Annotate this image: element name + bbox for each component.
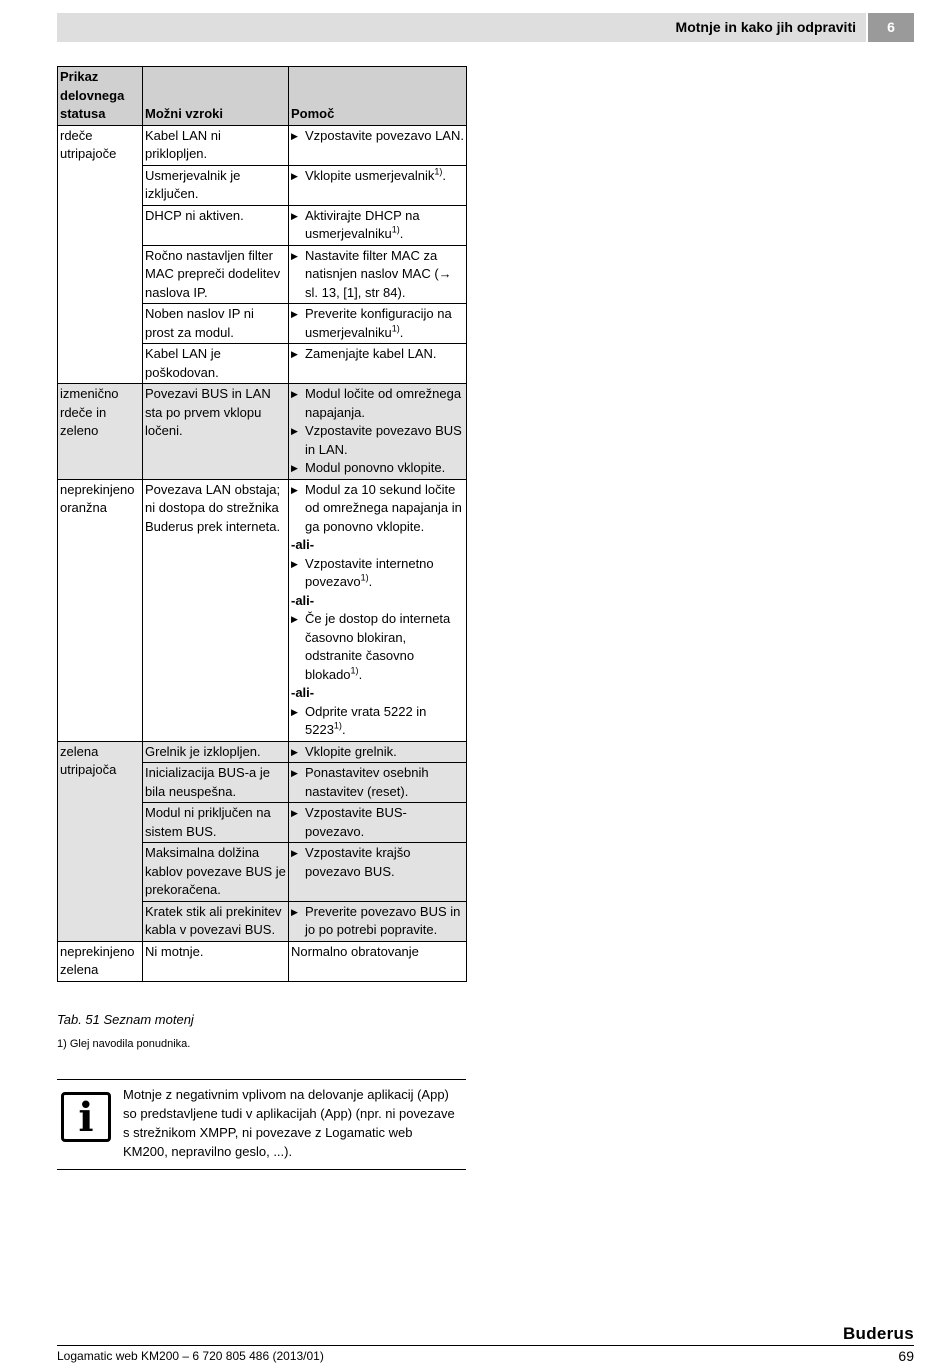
status-cell: neprekinjeno zelena (58, 941, 143, 981)
cause-cell: Ročno nastavljen filter MAC prepreči dodelitev naslova IP. (143, 245, 289, 304)
cause-cell: Usmerjevalnik je izključen. (143, 165, 289, 205)
cause-cell: Povezavi BUS in LAN sta po prvem vklopu ločeni. (143, 384, 289, 480)
status-cell: neprekinjeno oranžna (58, 479, 143, 741)
chapter-number: 6 (868, 13, 914, 42)
action-text: Nastavite filter MAC za natisnjen naslov MAC (→ sl. 13, [1], str 84). (305, 247, 452, 300)
action-text: Vzpostavite internetno povezavo (305, 555, 434, 589)
action-end: . (341, 722, 346, 737)
action-text: Zamenjajte kabel LAN. (305, 346, 437, 361)
footnote-ref: 1) (333, 720, 342, 731)
footer-divider (57, 1345, 914, 1346)
action-text: Vzpostavite povezavo LAN. (305, 127, 464, 143)
help-cell (289, 205, 467, 245)
footnote-ref: 1) (360, 572, 369, 583)
help-cell (289, 741, 467, 763)
action-text: Modul ponovno vklopite. (305, 460, 446, 475)
action-text: Modul ločite od omrežnega napajanja. (305, 386, 462, 420)
action-text: Preverite povezavo BUS in jo po potrebi popravite. (305, 903, 461, 937)
action-text: Preverite konfiguracijo na usmerjevalniku (305, 306, 452, 340)
cause-cell: Modul ni priključen na sistem BUS. (143, 803, 289, 843)
status-cell: izmenično rdeče in zeleno (58, 384, 143, 480)
help-cell (289, 901, 467, 941)
header-help: Pomoč (289, 67, 467, 126)
header-causes: Možni vzroki (143, 67, 289, 126)
action-step (291, 555, 464, 592)
action-end: . (442, 167, 446, 183)
table-row (58, 741, 467, 763)
help-cell (289, 384, 467, 480)
cause-cell: Kabel LAN je poškodovan. (143, 344, 289, 384)
table-row (58, 941, 467, 981)
action-step (291, 459, 464, 478)
cause-cell: Kratek stik ali prekinitev kabla v povezavi BUS. (143, 901, 289, 941)
action-text: Vklopite usmerjevalnik (305, 167, 435, 183)
cause-cell: Maksimalna dolžina kablov povezave BUS je prekoračena. (143, 843, 289, 902)
help-cell (289, 941, 467, 981)
action-text: Ponastavitev osebnih nastavitev (reset). (305, 765, 429, 799)
or-separator: -ali- (291, 685, 315, 700)
action-step (291, 422, 464, 459)
or-separator: -ali- (291, 592, 315, 608)
header-status: Prikaz delovnega statusa (58, 67, 143, 126)
footnote: 1) Glej navodila ponudnika. (57, 1038, 191, 1050)
footnote-ref: 1) (391, 224, 400, 235)
action-step (291, 247, 464, 303)
action-text: Vzpostavite BUS-povezavo. (305, 805, 407, 839)
action-text: Vzpostavite krajšo povezavo BUS. (305, 845, 411, 879)
header-bar (57, 13, 866, 42)
action-step (291, 804, 464, 841)
cause-cell: Grelnik je izklopljen. (143, 741, 289, 763)
action-end: . (358, 666, 363, 682)
action-step (291, 903, 464, 940)
footnote-ref: 1) (391, 323, 400, 334)
footnote-ref: 1) (350, 665, 359, 676)
fault-table (57, 66, 467, 982)
action-step (291, 207, 464, 244)
action-step (291, 127, 464, 146)
action-step (291, 844, 464, 881)
table-caption: Tab. 51 Seznam motenj (57, 1012, 194, 1027)
status-cell: zelena utripajoča (58, 741, 143, 941)
help-cell (289, 803, 467, 843)
table-row (58, 479, 467, 741)
or-separator: -ali- (291, 537, 315, 552)
footer-doc-id: Logamatic web KM200 – 6 720 805 486 (2013/01) (57, 1349, 324, 1363)
action-step (291, 167, 464, 186)
table-row (58, 384, 467, 480)
cause-cell: Noben naslov IP ni prost za modul. (143, 304, 289, 344)
action-text: Modul za 10 sekund ločite od omrežnega napajanja in ga ponovno vklopite. (305, 481, 462, 534)
help-cell (289, 165, 467, 205)
action-text: Odprite vrata 5222 in 5223 (305, 703, 427, 737)
action-step (291, 345, 464, 364)
action-step (291, 743, 464, 762)
action-end: . (399, 226, 404, 241)
info-box (57, 1079, 466, 1170)
help-cell (289, 344, 467, 384)
cause-cell: Inicializacija BUS-a je bila neuspešna. (143, 763, 289, 803)
action-step (291, 305, 464, 342)
action-text: Aktivirajte DHCP na usmerjevalniku (305, 207, 420, 241)
info-icon: i (61, 1092, 111, 1142)
help-cell (289, 245, 467, 304)
chapter-title: Motnje in kako jih odpraviti (675, 19, 856, 35)
brand-logo: Buderus (842, 1324, 914, 1343)
footnote-ref: 1) (434, 166, 443, 177)
action-step (291, 610, 464, 684)
help-cell (289, 479, 467, 741)
action-end: . (399, 324, 404, 340)
table-header-row (58, 67, 467, 126)
table-row (58, 125, 467, 165)
action-step (291, 385, 464, 422)
info-text: Motnje z negativnim vplivom na delovanje aplikacij (App) so predstavljene tudi v aplikacijah (App) (npr. ni povezave s strežnikom XMPP, ni povezave z Logamatic web KM200, nepravilno geslo, ...). (123, 1087, 455, 1159)
cause-cell: Povezava LAN obstaja; ni dostopa do strežnika Buderus prek interneta. (143, 479, 289, 741)
action-end: . (368, 574, 373, 589)
status-cell: rdeče utripajoče (58, 125, 143, 384)
help-text: Normalno obratovanje (291, 943, 419, 959)
action-text: Vklopite grelnik. (305, 743, 397, 759)
action-step (291, 764, 464, 801)
action-text: Vzpostavite povezavo BUS in LAN. (305, 423, 462, 457)
help-cell (289, 304, 467, 344)
action-text: Če je dostop do interneta časovno blokiran, odstranite časovno blokado (305, 611, 451, 682)
help-cell (289, 843, 467, 902)
page-number: 69 (898, 1348, 914, 1364)
action-step (291, 481, 464, 537)
action-step (291, 703, 464, 740)
cause-cell: Ni motnje. (143, 941, 289, 981)
help-cell (289, 763, 467, 803)
help-cell (289, 125, 467, 165)
cause-cell: DHCP ni aktiven. (143, 205, 289, 245)
cause-cell: Kabel LAN ni priklopljen. (143, 125, 289, 165)
